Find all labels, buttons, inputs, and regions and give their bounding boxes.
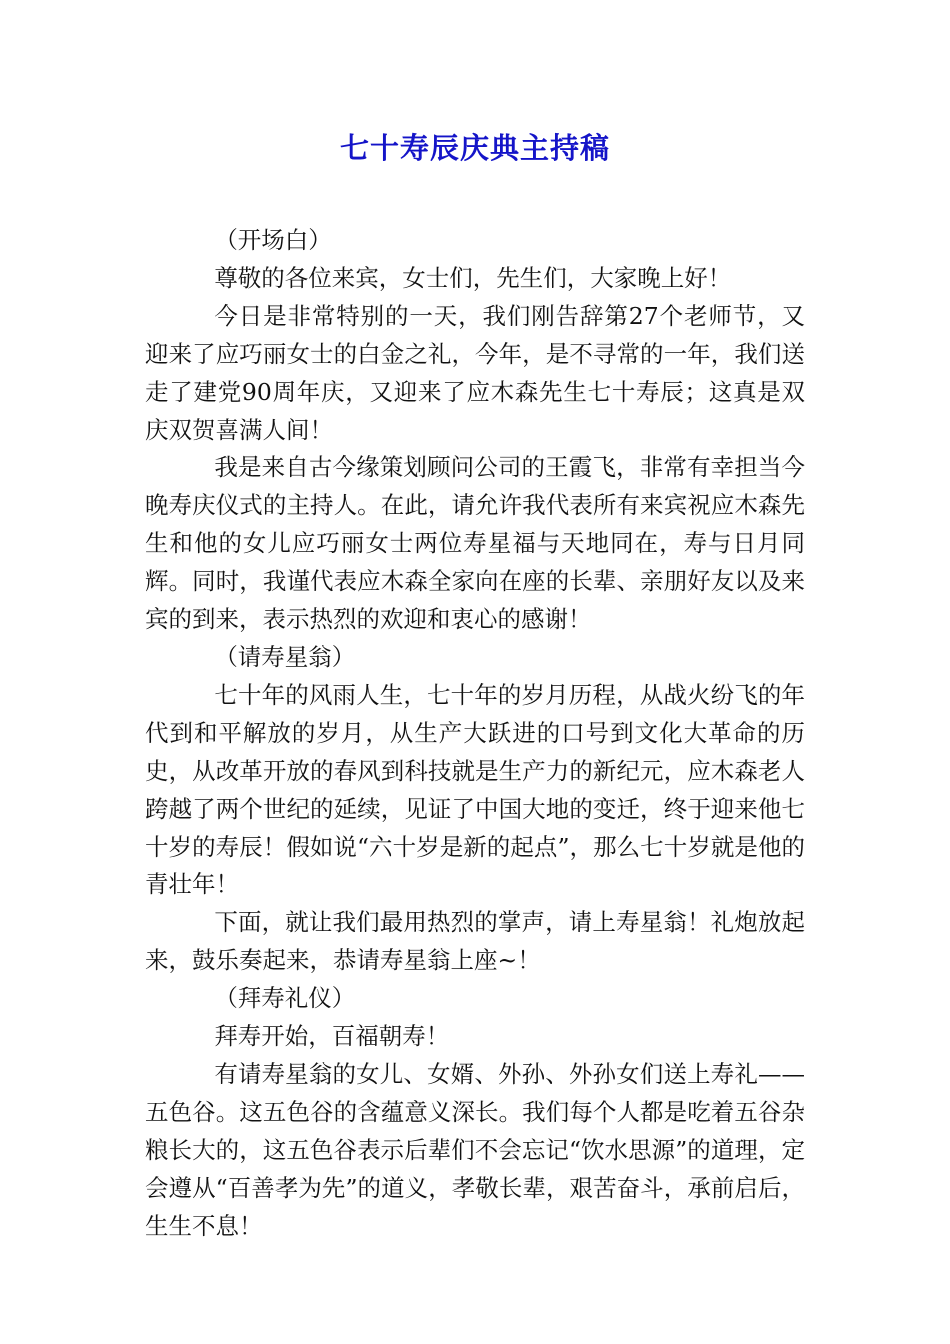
- document-title: 七十寿辰庆典主持稿: [339, 131, 610, 165]
- paragraph: 下面，就让我们最用热烈的掌声，请上寿星翁！礼炮放起来，鼓乐奏起来，恭请寿星翁上座~！: [145, 908, 805, 975]
- paragraph: 拜寿开始，百福朝寿！: [214, 1022, 450, 1051]
- paragraph: 今日是非常特别的一天，我们刚告辞第27个老师节，又迎来了应巧丽女士的白金之礼，今年，是不寻常的一年，我们送走了建党90周年庆，又迎来了应木森先生七十寿辰；这真是双庆双贺喜满人间！: [145, 301, 805, 444]
- paragraph: （请寿星翁）: [214, 642, 356, 671]
- document-body: [145, 222, 805, 1245]
- paragraph: （开场白）: [214, 226, 332, 254]
- paragraph: 我是来自古今缘策划顾问公司的王霞飞，非常有幸担当今晚寿庆仪式的主持人。在此，请允许我代表所有来宾祝应木森先生和他的女儿应巧丽女士两位寿星福与天地同在，寿与日月同辉。同时，我谨代表应木森全家向在座的长辈、亲朋好友以及来宾的到来，表示热烈的欢迎和衷心的感谢！: [145, 453, 805, 634]
- paragraph: （拜寿礼仪）: [214, 984, 356, 1013]
- paragraph: 尊敬的各位来宾，女士们，先生们，大家晚上好！: [214, 263, 732, 292]
- paragraph: 七十年的风雨人生，七十年的岁月历程，从战火纷飞的年代到和平解放的岁月，从生产大跃进的口号到文化大革命的历史，从改革开放的春风到科技就是生产力的新纪元，应木森老人跨越了两个世纪的延续，见证了中国大地的变迁，终于迎来他七十岁的寿辰！假如说“六十岁是新的起点”，那么七十岁就是他的青壮年！: [145, 680, 805, 899]
- paragraph: 有请寿星翁的女儿、女婿、外孙、外孙女们送上寿礼——五色谷。这五色谷的含蕴意义深长。我们每个人都是吃着五谷杂粮长大的，这五色谷表示后辈们不会忘记“饮水思源”的道理，定会遵从“百善孝为先”的道义，孝敬长辈，艰苦奋斗，承前启后，生生不息！: [145, 1059, 805, 1240]
